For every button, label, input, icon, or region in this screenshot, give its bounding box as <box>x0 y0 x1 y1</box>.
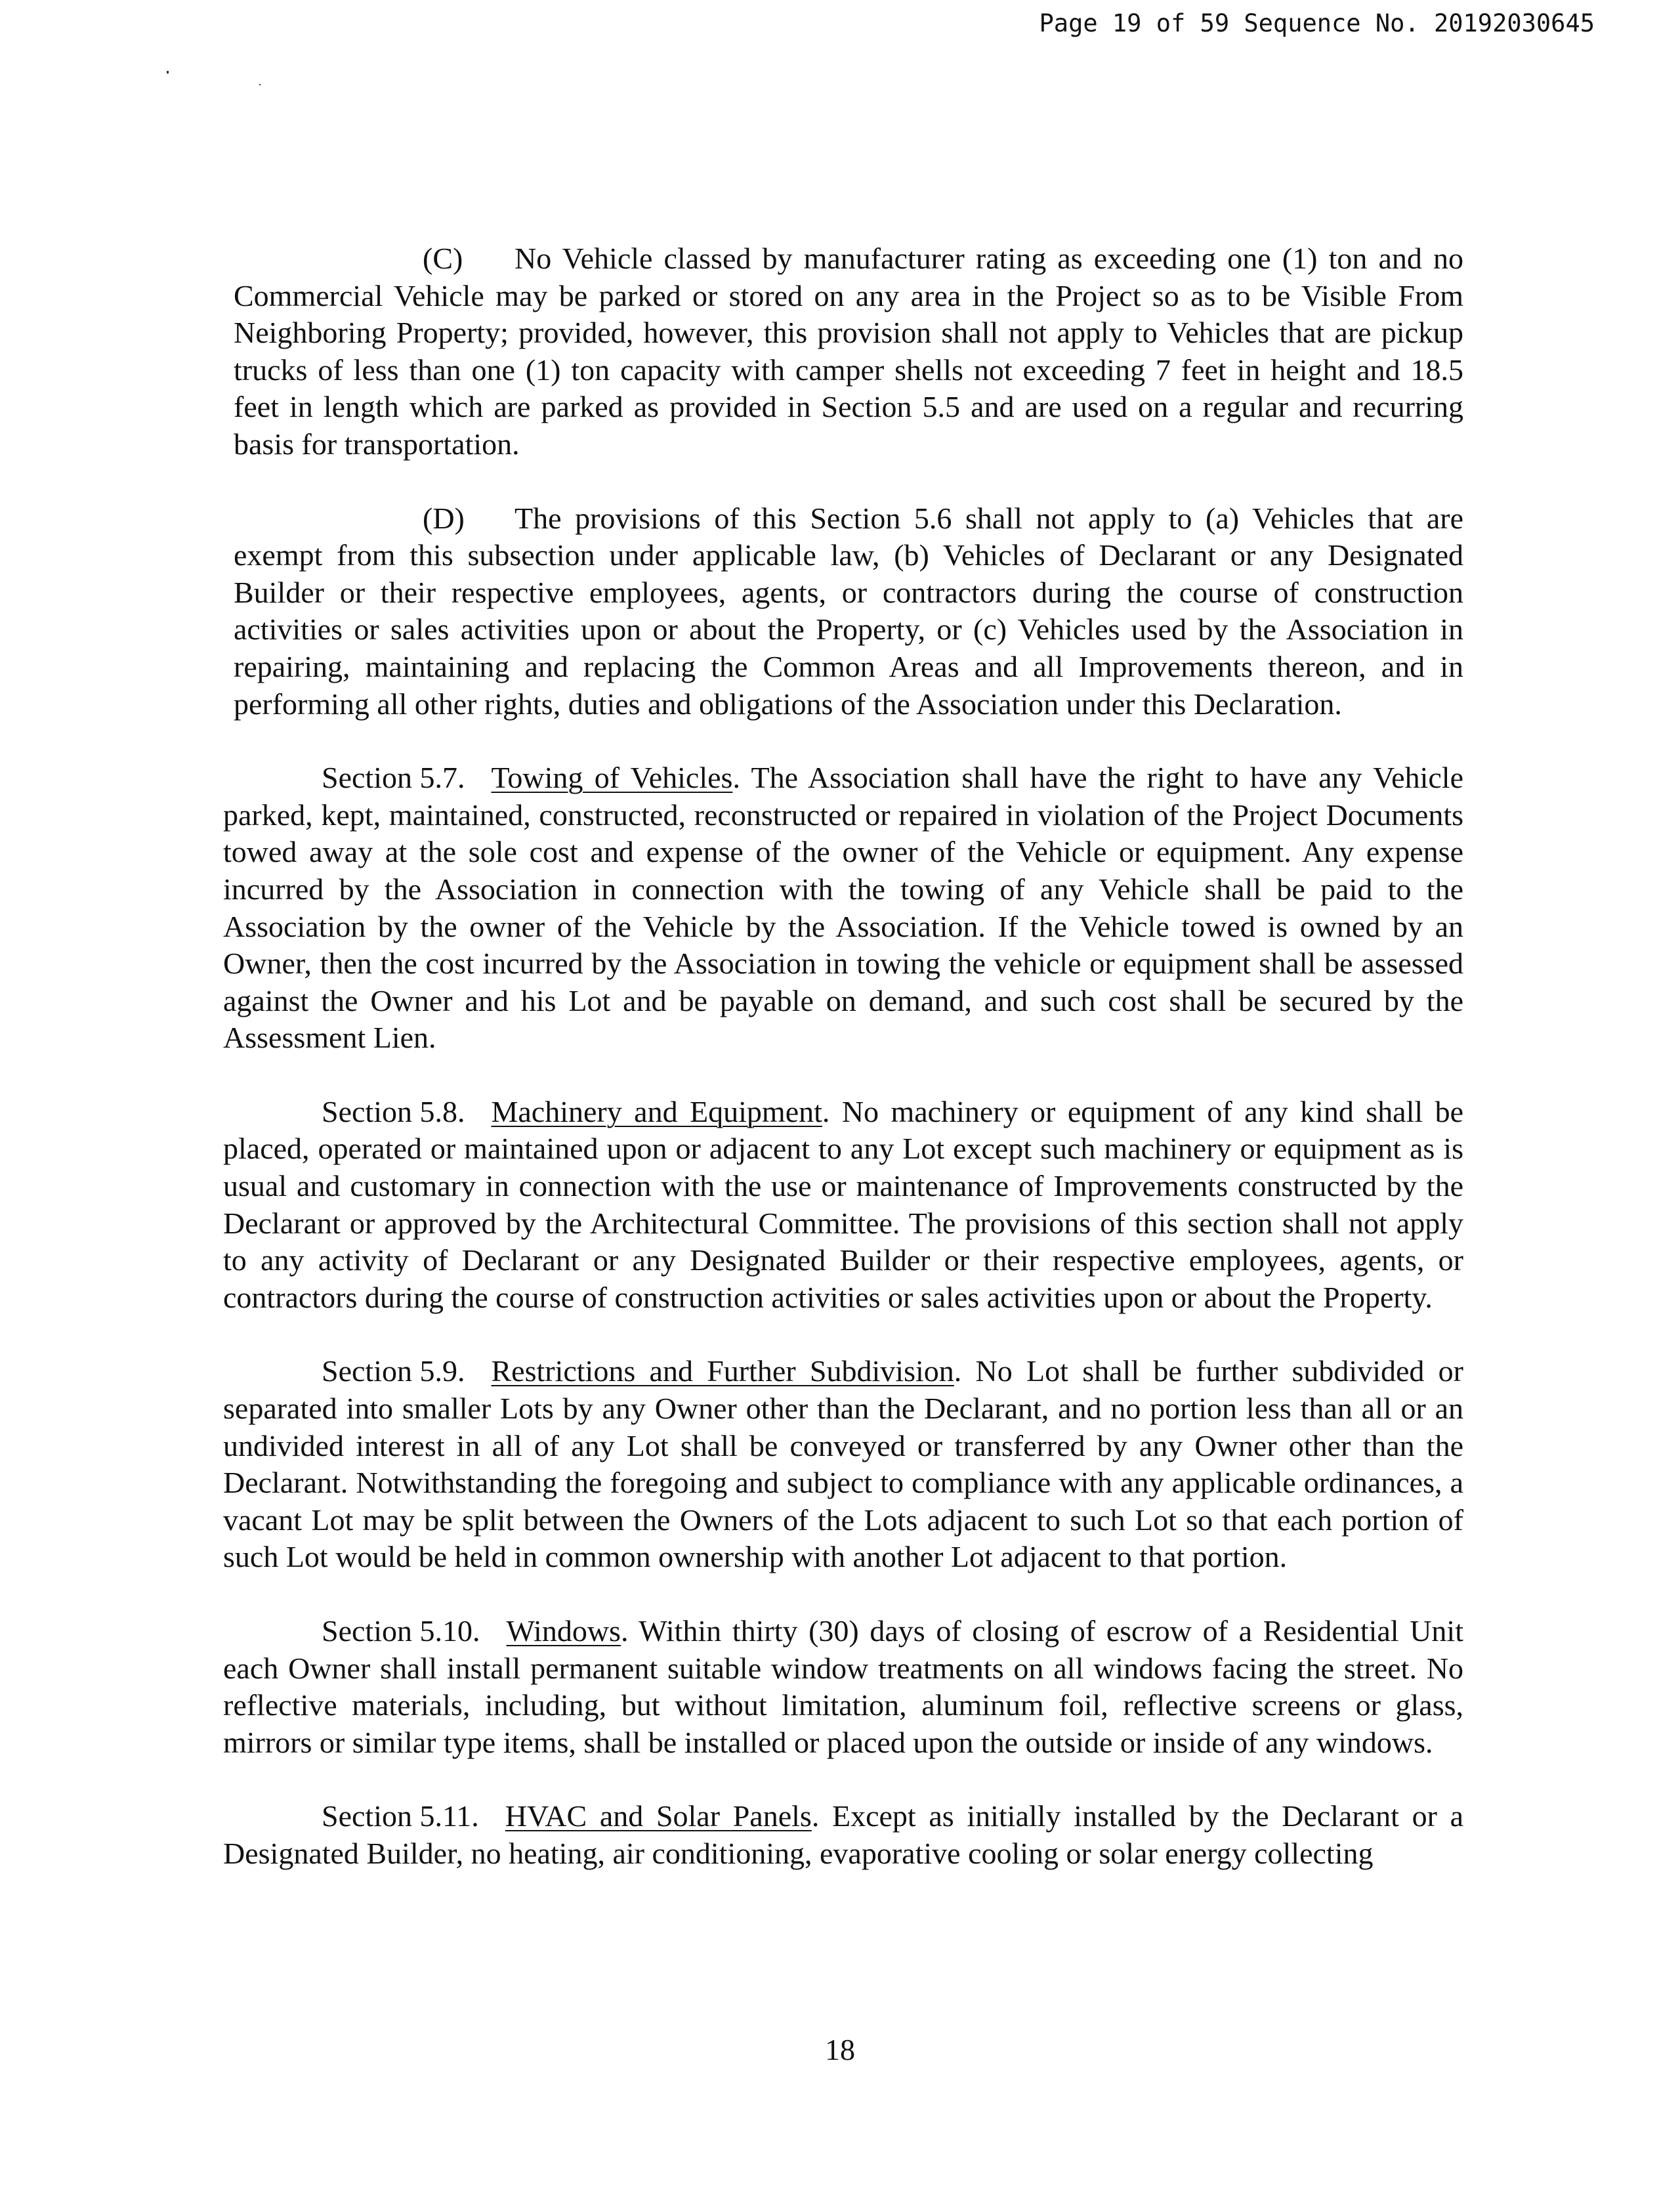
section-number: Section 5.7. <box>322 761 465 795</box>
paragraph-d <box>234 500 1463 723</box>
section-5-7 <box>223 759 1463 1057</box>
section-text: . No Lot shall be further subdivided or separated into smaller Lots by any Owner other than the Declarant, and no portion less than all or an undivided interest in all of any Lot shall be conveyed or transferred by any Owner other than the Declarant. Notwithstanding the foregoing and subject to compliance with any applicable ordinances, a vacant Lot may be split between the Owners of the Lots adjacent to such Lot so that each portion of such Lot would be held in common ownership with another Lot adjacent to that portion. <box>223 1354 1464 1574</box>
section-title: Windows <box>506 1614 621 1648</box>
section-title: Machinery and Equipment <box>491 1094 822 1128</box>
section-text: . The Association shall have the right to have any Vehicle parked, kept, maintained, constructed, reconstructed or repaired in violation of the Project Documents towed away at the sole cost and expense of the owner of the Vehicle or equipment. Any expense incurred by the Association in connection with the towing of any Vehicle shall be paid to the Association by the owner of the Vehicle by the Association. If the Vehicle towed is owned by an Owner, then the cost incurred by the Association in towing the vehicle or equipment shall be assessed against the Owner and his Lot and be payable on demand, and such cost shall be secured by the Assessment Lien. <box>223 761 1463 1055</box>
section-text: . Within thirty (30) days of closing of escrow of a Residential Unit each Owner shall install permanent suitable window treatments on all windows facing the street. No reflective materials, including, but without limitation, aluminum foil, reflective screens or glass, mirrors or similar type items, shall be installed or placed upon the outside or inside of any windows. <box>223 1614 1463 1759</box>
section-number: Section 5.11. <box>322 1799 479 1833</box>
paragraph-text: The provisions of this Section 5.6 shall not apply to (a) Vehicles that are exempt from this subsection under applicable law, (b) Vehicles of Declarant or any Designated Builder or their respective employees, agents, or contractors during the course of construction activities or sales activities upon or about the Property, or (c) Vehicles used by the Association in repairing, maintaining and replacing the Common Areas and all Improvements thereon, and in performing all other rights, duties and obligations of the Association under this Declaration. <box>234 501 1463 721</box>
section-number: Section 5.10. <box>322 1614 480 1648</box>
section-text: . No machinery or equipment of any kind shall be placed, operated or maintained upon or adjacent to any Lot except such machinery or equipment as is usual and customary in connection with the use or maintenance of Improvements constructed by the Declarant or approved by the Architectural Committee. The provisions of this section shall not apply to any activity of Declarant or any Designated Builder or their respective employees, agents, or contractors during the course of construction activities or sales activities upon or about the Property. <box>223 1094 1463 1314</box>
section-number: Section 5.9. <box>322 1354 465 1388</box>
section-title: Restrictions and Further Subdivision <box>491 1354 954 1388</box>
section-number: Section 5.8. <box>322 1094 465 1128</box>
section-5-9 <box>223 1353 1463 1576</box>
paragraph-label: (D) <box>423 501 465 535</box>
paragraph-c <box>234 240 1463 463</box>
document-body <box>223 240 1463 1873</box>
section-5-8 <box>223 1094 1463 1317</box>
paragraph-label: (C) <box>423 242 463 275</box>
section-title: Towing of Vehicles <box>491 761 733 795</box>
section-5-11 <box>223 1798 1463 1872</box>
scan-speck <box>167 71 169 74</box>
scan-speck <box>259 84 261 85</box>
paragraph-text: No Vehicle classed by manufacturer rating as exceeding one (1) ton and no Commercial Vehicle may be parked or stored on any area in the Project so as to be Visible From Neighboring Property; provided, however, this provision shall not apply to Vehicles that are pickup trucks of less than one (1) ton capacity with camper shells not exceeding 7 feet in height and 18.5 feet in length which are parked as provided in Section 5.5 and are used on a regular and recurring basis for transportation. <box>234 242 1463 461</box>
page-number: 18 <box>825 2033 855 2066</box>
section-5-10 <box>223 1613 1463 1761</box>
section-title: HVAC and Solar Panels <box>505 1799 812 1833</box>
page-header: Page 19 of 59 Sequence No. 20192030645 <box>1039 9 1595 37</box>
section-text: . Except as initially installed by the Declarant or a Designated Builder, no heating, air conditioning, evaporative cooling or solar energy collecting <box>223 1799 1463 1870</box>
